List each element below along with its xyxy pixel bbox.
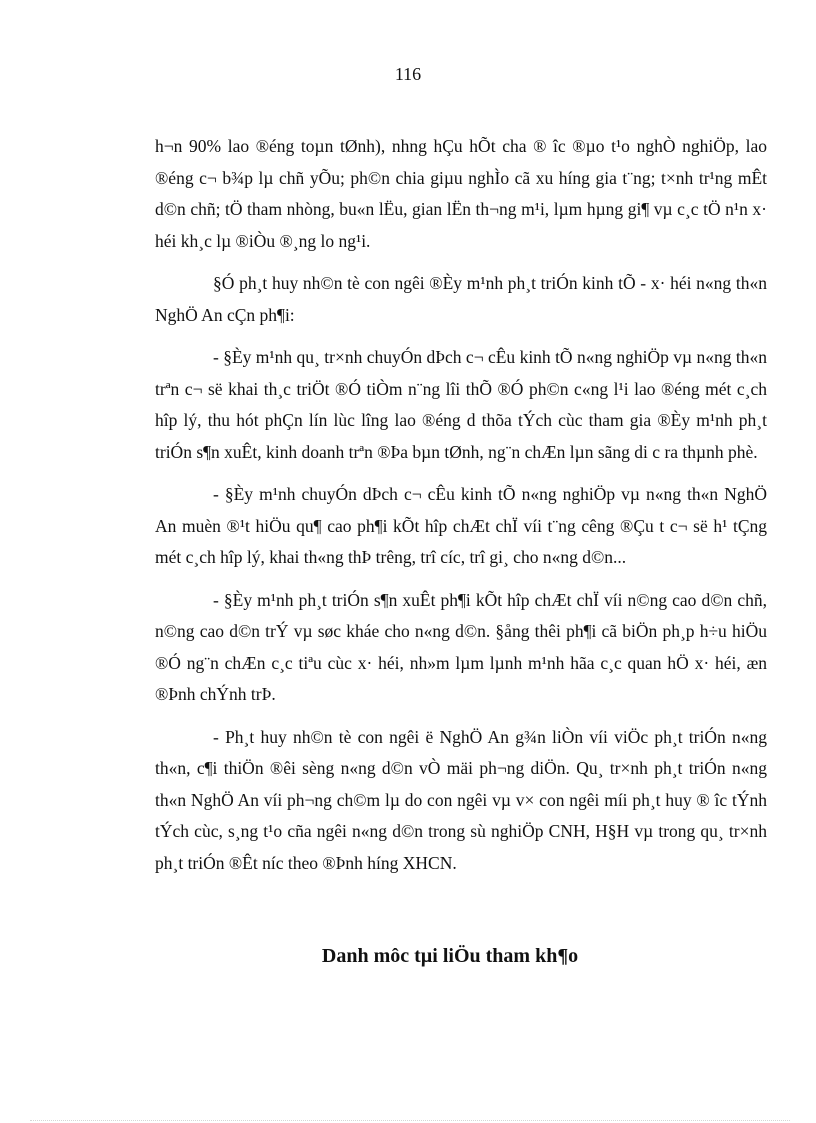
body-text <box>155 131 767 890</box>
paragraph-item-3: - §Èy m¹nh ph¸t triÓn s¶n xuÊt ph¶i kÕt hîp chÆt chÏ víi n©ng cao d©n chñ, n©ng cao d©n trÝ vµ søc kháe cho n«ng d©n. §ång thêi ph¶i cã biÖn ph¸p h÷u hiÖu ®Ó ng¨n chÆn c¸c tiªu cùc x· héi, nh»m lµm lµnh m¹nh hãa c¸c quan hÖ x· héi, æn ®Þnh chÝnh trÞ. <box>155 589 767 704</box>
paragraph-item-1: - §Èy m¹nh qu¸ tr×nh chuyÓn dÞch c¬ cÊu kinh tÕ n«ng nghiÖp vµ n«ng th«n trªn c¬ së khai th¸c triÖt ®Ó tiÒm n¨ng lîi thÕ ®Ó ph©n c«ng l¹i lao ®éng mét c¸ch hîp lý, thu hót phÇn lín lùc lîng lao ®éng d thõa tÝch cùc tham gia ®Èy m¹nh ph¸t triÓn s¶n xuÊt, kinh doanh trªn ®Þa bµn tØnh, ng¨n chÆn lµn sãng di c ra thµnh phè. <box>155 347 767 462</box>
paragraph-item-4: - Ph¸t huy nh©n tè con ngêi ë NghÖ An g¾n liÒn víi viÖc ph¸t triÓn n«ng th«n, c¶i thiÖn ®êi sèng n«ng d©n vÒ mäi ph¬ng diÖn. Qu¸ tr×nh ph¸t triÓn n«ng th«n NghÖ An víi ph¬ng ch©m lµ do con ngêi vµ v× con ngêi míi ph¸t huy ® îc tÝnh tÝch cùc, s¸ng t¹o cña ngêi n«ng d©n trong sù nghiÖp CNH, H§H vµ trong qu¸ tr×nh ph¸t triÓn ®Êt níc theo ®Þnh híng XHCN. <box>155 726 767 873</box>
page-number: 116 <box>394 64 422 84</box>
paragraph-continued: h¬n 90% lao ®éng toµn tØnh), nhng hÇu hÕt cha ® îc ®µo t¹o nghÒ nghiÖp, lao ®éng c¬ b¾p lµ chñ yÕu; ph©n chia giµu nghÌo cã xu híng gia t¨ng; t×nh tr¹ng mÊt d©n chñ; tÖ tham nhòng, bu«n lËu, gian lËn th¬ng m¹i, lµm hµng gi¶ vµ c¸c tÖ n¹n x· héi kh¸c lµ ®iÒu ®¸ng lo ng¹i. <box>155 136 767 251</box>
paragraph-item-2: - §Èy m¹nh chuyÓn dÞch c¬ cÊu kinh tÕ n«ng nghiÖp vµ n«ng th«n NghÖ An muèn ®¹t hiÖu qu¶ cao ph¶i kÕt hîp chÆt chÏ víi t¨ng cêng ®Çu t c¬ së h¹ tÇng mét c¸ch hîp lý, khai th«ng thÞ trêng, trî cíc, trî gi¸ cho n«ng d©n... <box>155 484 767 567</box>
paragraph-intro: §Ó ph¸t huy nh©n tè con ngêi ®Èy m¹nh ph¸t triÓn kinh tÕ - x· héi n«ng th«n NghÖ An cÇn ph¶i: <box>155 273 767 325</box>
section-heading: Danh môc tµi liÖu tham kh¶o <box>321 945 579 967</box>
page-edge-divider <box>30 1120 790 1121</box>
